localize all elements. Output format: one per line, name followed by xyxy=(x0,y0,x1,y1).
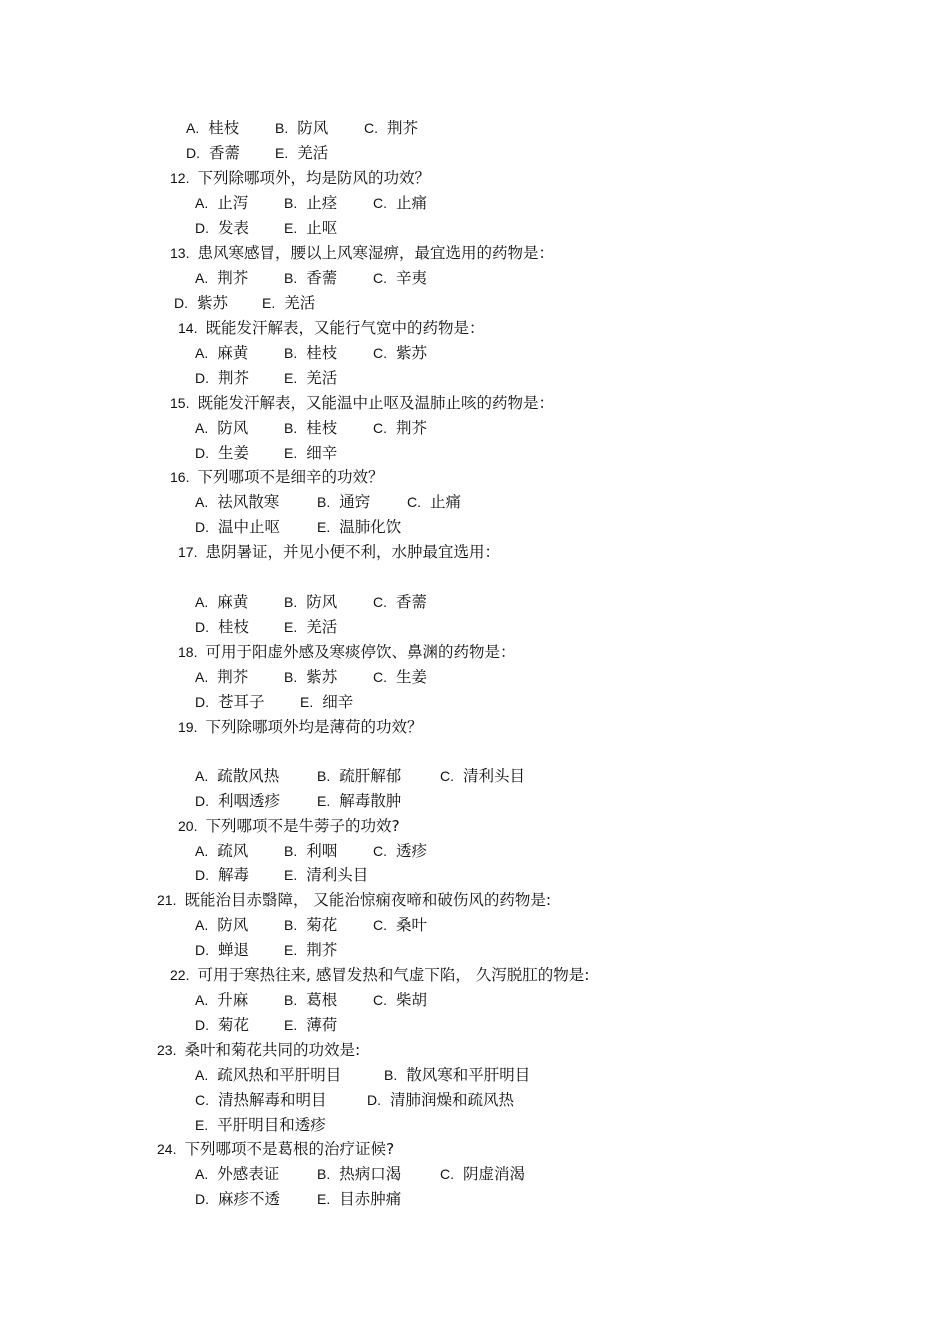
option: C. 荆芥 xyxy=(364,119,419,137)
option: A. 疏风热和平肝明目 xyxy=(195,1066,342,1084)
question-stem: 19. 下列除哪项外均是薄荷的功效？ xyxy=(178,718,423,736)
option: D. 紫苏 xyxy=(174,294,229,312)
option: A. 祛风散寒 xyxy=(195,493,280,511)
question-stem: 13. 患风寒感冒，腰以上风寒湿痹，最宜选用的药物是： xyxy=(170,244,554,262)
question-stem: 21. 既能治目赤翳障， 又能治惊痫夜啼和破伤风的药物是: xyxy=(157,891,552,909)
option: A. 疏风 xyxy=(195,842,249,860)
question-stem: 16. 下列哪项不是细辛的功效？ xyxy=(170,468,384,486)
option: D. 蝉退 xyxy=(195,941,250,959)
option: D. 荆芥 xyxy=(195,369,250,387)
option: D. 发表 xyxy=(195,219,250,237)
question-stem: 20. 下列哪项不是牛蒡子的功效? xyxy=(178,817,400,835)
option: A. 荆芥 xyxy=(195,269,249,287)
option: D. 桂枝 xyxy=(195,618,250,636)
question-stem: 15. 既能发汗解表，又能温中止呕及温肺止咳的药物是： xyxy=(170,394,554,412)
option: C. 香薷 xyxy=(373,593,428,611)
question-stem: 18. 可用于阳虚外感及寒痰停饮、鼻渊的药物是： xyxy=(178,643,516,661)
option: E. 羌活 xyxy=(262,294,316,312)
option: A. 防风 xyxy=(195,419,249,437)
question-stem: 17. 患阴暑证，并见小便不利，水肿最宜选用： xyxy=(178,543,500,561)
option: E. 清利头目 xyxy=(284,866,369,884)
option: B. 桂枝 xyxy=(284,419,338,437)
option: B. 紫苏 xyxy=(284,668,338,686)
option: E. 温肺化饮 xyxy=(317,518,402,536)
option: C. 透疹 xyxy=(373,842,428,860)
question-stem: 22. 可用于寒热往来, 感冒发热和气虚下陷， 久泻脱肛的物是: xyxy=(170,966,590,984)
option: C. 清利头目 xyxy=(440,767,526,785)
option: B. 疏肝解郁 xyxy=(317,767,402,785)
option: E. 目赤肿痛 xyxy=(317,1190,402,1208)
option: B. 菊花 xyxy=(284,916,338,934)
option: A. 外感表证 xyxy=(195,1165,280,1183)
question-stem: 23. 桑叶和菊花共同的功效是: xyxy=(157,1041,361,1059)
option: D. 清肺润燥和疏风热 xyxy=(367,1091,515,1109)
option: D. 生姜 xyxy=(195,444,250,462)
option: B. 香薷 xyxy=(284,269,338,287)
option: C. 生姜 xyxy=(373,668,428,686)
option: C. 柴胡 xyxy=(373,991,428,1009)
option: D. 香薷 xyxy=(186,144,241,162)
option: C. 荆芥 xyxy=(373,419,428,437)
option: D. 利咽透疹 xyxy=(195,792,281,810)
option: D. 苍耳子 xyxy=(195,693,265,711)
option: B. 葛根 xyxy=(284,991,338,1009)
question-stem: 24. 下列哪项不是葛根的治疗证候? xyxy=(157,1140,395,1158)
option: E. 羌活 xyxy=(275,144,329,162)
option: A. 疏散风热 xyxy=(195,767,280,785)
option: A. 升麻 xyxy=(195,991,249,1009)
option: C. 止痛 xyxy=(407,493,462,511)
option: A. 止泻 xyxy=(195,194,249,212)
option: C. 清热解毒和明目 xyxy=(195,1091,327,1109)
option: E. 羌活 xyxy=(284,369,338,387)
option: B. 桂枝 xyxy=(284,344,338,362)
question-stem: 14. 既能发汗解表，又能行气宽中的药物是： xyxy=(178,319,485,337)
option: D. 解毒 xyxy=(195,866,250,884)
option: B. 通窍 xyxy=(317,493,371,511)
option: B. 散风寒和平肝明目 xyxy=(384,1066,531,1084)
option: A. 麻黄 xyxy=(195,593,249,611)
option: D. 麻疹不透 xyxy=(195,1190,281,1208)
option: B. 热病口渴 xyxy=(317,1165,402,1183)
option: E. 羌活 xyxy=(284,618,338,636)
option: A. 桂枝 xyxy=(186,119,240,137)
option: A. 麻黄 xyxy=(195,344,249,362)
option: E. 平肝明目和透疹 xyxy=(195,1116,326,1134)
option: A. 荆芥 xyxy=(195,668,249,686)
option: C. 阴虚消渴 xyxy=(440,1165,526,1183)
option: C. 桑叶 xyxy=(373,916,428,934)
option: E. 细辛 xyxy=(300,693,354,711)
option: E. 细辛 xyxy=(284,444,338,462)
option: C. 紫苏 xyxy=(373,344,428,362)
option: E. 止呕 xyxy=(284,219,338,237)
option: B. 利咽 xyxy=(284,842,338,860)
option: B. 止痉 xyxy=(284,194,338,212)
option: C. 止痛 xyxy=(373,194,428,212)
option: E. 薄荷 xyxy=(284,1016,338,1034)
option: E. 解毒散肿 xyxy=(317,792,402,810)
option: C. 辛夷 xyxy=(373,269,428,287)
option: D. 菊花 xyxy=(195,1016,250,1034)
question-stem: 12. 下列除哪项外，均是防风的功效？ xyxy=(170,169,430,187)
option: A. 防风 xyxy=(195,916,249,934)
option: D. 温中止呕 xyxy=(195,518,281,536)
option: E. 荆芥 xyxy=(284,941,338,959)
option: B. 防风 xyxy=(275,119,329,137)
option: B. 防风 xyxy=(284,593,338,611)
